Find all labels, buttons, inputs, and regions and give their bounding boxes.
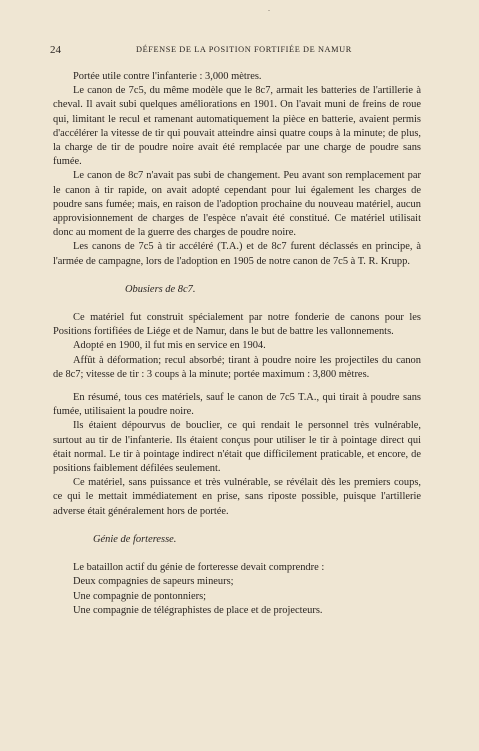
paragraph-affut: Affût à déformation; recul absorbé; tirant à poudre noire les projectiles du canon de 8c7; vitesse de tir : 3 coups à la minute; portée maximum : 3,800 mètres. [53, 354, 421, 380]
paragraph-adoption: Adopté en 1900, il fut mis en service en 1904. [73, 340, 266, 352]
paragraph-canon-7c5: Le canon de 7c5, du même modèle que le 8c7, armait les batteries de l'artillerie à cheval. Il avait subi quelques améliorations en 1901. On l'avait muni de freins de roue qui, limitant le recul et ramenant automatiquement la pièce en batterie, avaient permis d'accélérer la vitesse de tir qui pouvait atteindre ainsi quatre coups à la minute; de plus, la charge de tir de poudre noire avait été remplacée par une charge de poudre sans fumée. [53, 85, 421, 168]
list-item: Une compagnie de télégraphistes de place et de projecteurs. [73, 604, 323, 616]
paragraph-vulnerable: Ce matériel, sans puissance et très vulnérable, se révélait dès les premiers coups, ce qui le mettait immédiatement en prise, sans riposte possible, puisque l'artillerie adverse était généralement hors de portée. [53, 477, 421, 517]
paragraph-resume: En résumé, tous ces matériels, sauf le canon de 7c5 T.A., qui tirait à poudre sans fumée, utilisaient la poudre noire. [53, 392, 421, 418]
corner-mark: . [268, 4, 270, 13]
list-item: Une compagnie de pontonniers; [73, 590, 207, 602]
paragraph-bataillon: Le bataillon actif du génie de forteresse devait comprendre : [73, 562, 325, 574]
paragraph-range: Portée utile contre l'infanterie : 3,000 mètres. [73, 71, 262, 82]
paragraph-materiel: Ce matériel fut construit spécialement par notre fonderie de canons pour les Positions fortifiées de Liége et de Namur, dans le but de battre les vallonnements. [53, 312, 421, 338]
page-header [50, 44, 440, 58]
section-heading-genie: Génie de forteresse. [93, 533, 177, 545]
list-item: Deux compagnies de sapeurs mineurs; [73, 576, 234, 588]
running-title: DÉFENSE DE LA POSITION FORTIFIÉE DE NAMUR [136, 45, 352, 54]
paragraph-bouclier: Ils étaient dépourvus de bouclier, ce qui rendait le personnel très vulnérable, surtout au tir de l'infanterie. Ils étaient conçus pour utiliser le tir à pointage direct qui était normal. Le tir à pointage indirect n'était que difficilement praticable, et encore, de positions faiblement défilées seulement. [53, 420, 421, 475]
paragraph-canon-8c7: Le canon de 8c7 n'avait pas subi de changement. Peu avant son remplacement par le canon à tir rapide, on avait adopté cependant pour lui également les charges de poudre sans fumée; mais, en raison de l'adoption prochaine du nouveau matériel, aucun approvisionnement de charges de l'espèce n'avait été constitué. Ce matériel utilisait donc au moment de la guerre des charges de poudre noire. [53, 170, 421, 239]
section-heading-obusiers: Obusiers de 8c7. [125, 283, 196, 295]
page-body [53, 70, 421, 618]
paragraph-declassement: Les canons de 7c5 à tir accéléré (T.A.) et de 8c7 furent déclassés en principe, à l'armée de campagne, lors de l'adoption en 1905 de notre canon de 7c5 à T. R. Krupp. [53, 241, 421, 267]
page-number: 24 [50, 44, 61, 56]
